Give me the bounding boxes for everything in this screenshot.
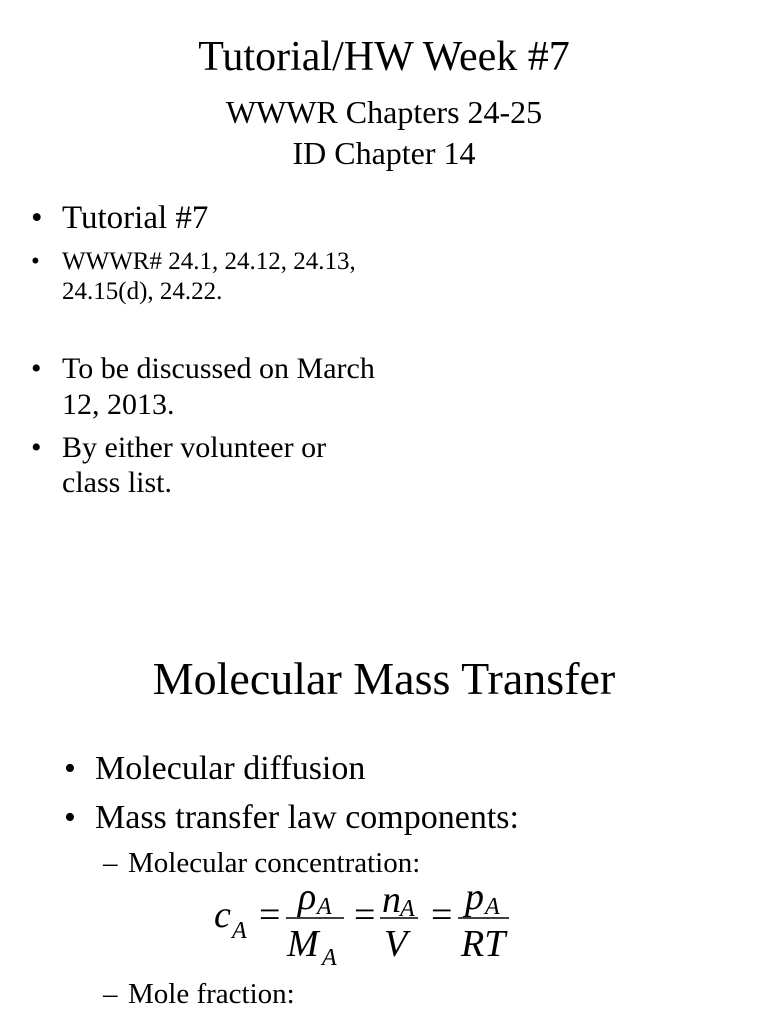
- fraction-numerator-subscript: A: [317, 894, 332, 920]
- sub-bullet-text: Mole fraction:: [128, 978, 295, 1010]
- fraction-numerator-subscript: A: [400, 896, 415, 922]
- fraction-numerator-variable: ρ: [298, 880, 317, 918]
- fraction-denominator-variable: RT: [461, 923, 506, 965]
- equals-sign: =: [354, 894, 376, 936]
- bullet-item: [31, 351, 375, 423]
- bullet-icon: •: [64, 799, 76, 836]
- bullet-text: [62, 247, 356, 307]
- bullet-text-line: 24.15(d), 24.22.: [62, 278, 223, 305]
- sub-bullet-text: Molecular concentration:: [128, 847, 421, 879]
- slide-title: Tutorial/HW Week #7: [198, 34, 570, 80]
- bullet-text: Mass transfer law components:: [95, 799, 519, 836]
- fraction-denominator-variable: V: [384, 923, 408, 965]
- fraction-numerator-subscript: A: [485, 894, 500, 920]
- bullet-text: [62, 198, 208, 238]
- bullet-icon: •: [31, 352, 42, 385]
- bullet-item: [64, 798, 519, 838]
- bullet-text-line: Tutorial #7: [62, 200, 209, 236]
- bullet-text: [62, 430, 326, 500]
- fraction-denominator-variable: M: [287, 923, 319, 965]
- bullet-item: [64, 749, 365, 789]
- bullet-item: [31, 198, 208, 238]
- equals-sign: =: [431, 894, 453, 936]
- fraction-numerator-variable: n: [382, 880, 401, 921]
- bullet-item: [31, 430, 326, 500]
- subtitle-line: WWWR Chapters 24-25: [225, 94, 543, 130]
- bullet-text-line: class list.: [62, 466, 172, 499]
- bullet-text-line: 12, 2013.: [62, 388, 175, 421]
- fraction-numerator-variable: p: [465, 880, 484, 918]
- bullet-icon: •: [31, 248, 40, 275]
- bullet-text-line: WWWR# 24.1, 24.12, 24.13,: [62, 248, 356, 275]
- bullet-icon: •: [64, 750, 76, 787]
- equation-lhs-subscript: A: [232, 918, 247, 944]
- bullet-text: [62, 351, 375, 423]
- bullet-icon: •: [31, 200, 43, 236]
- bullet-text-line: To be discussed on March: [62, 352, 375, 385]
- sub-bullet-item: [103, 977, 295, 1011]
- dash-icon: –: [103, 847, 118, 879]
- equation-lhs-variable: c: [214, 894, 231, 936]
- bullet-text: Molecular diffusion: [95, 750, 366, 787]
- fraction-denominator-subscript: A: [322, 945, 337, 971]
- dash-icon: –: [103, 978, 118, 1010]
- concentration-equation: [200, 880, 530, 976]
- bullet-item: [31, 247, 356, 307]
- bullet-icon: •: [31, 431, 42, 464]
- equals-sign: =: [259, 894, 281, 936]
- slide-subtitle: [0, 92, 768, 174]
- slide-title: Molecular Mass Transfer: [152, 653, 616, 704]
- bullet-text-line: By either volunteer or: [62, 431, 327, 464]
- subtitle-line: ID Chapter 14: [292, 135, 476, 171]
- sub-bullet-item: [103, 846, 420, 880]
